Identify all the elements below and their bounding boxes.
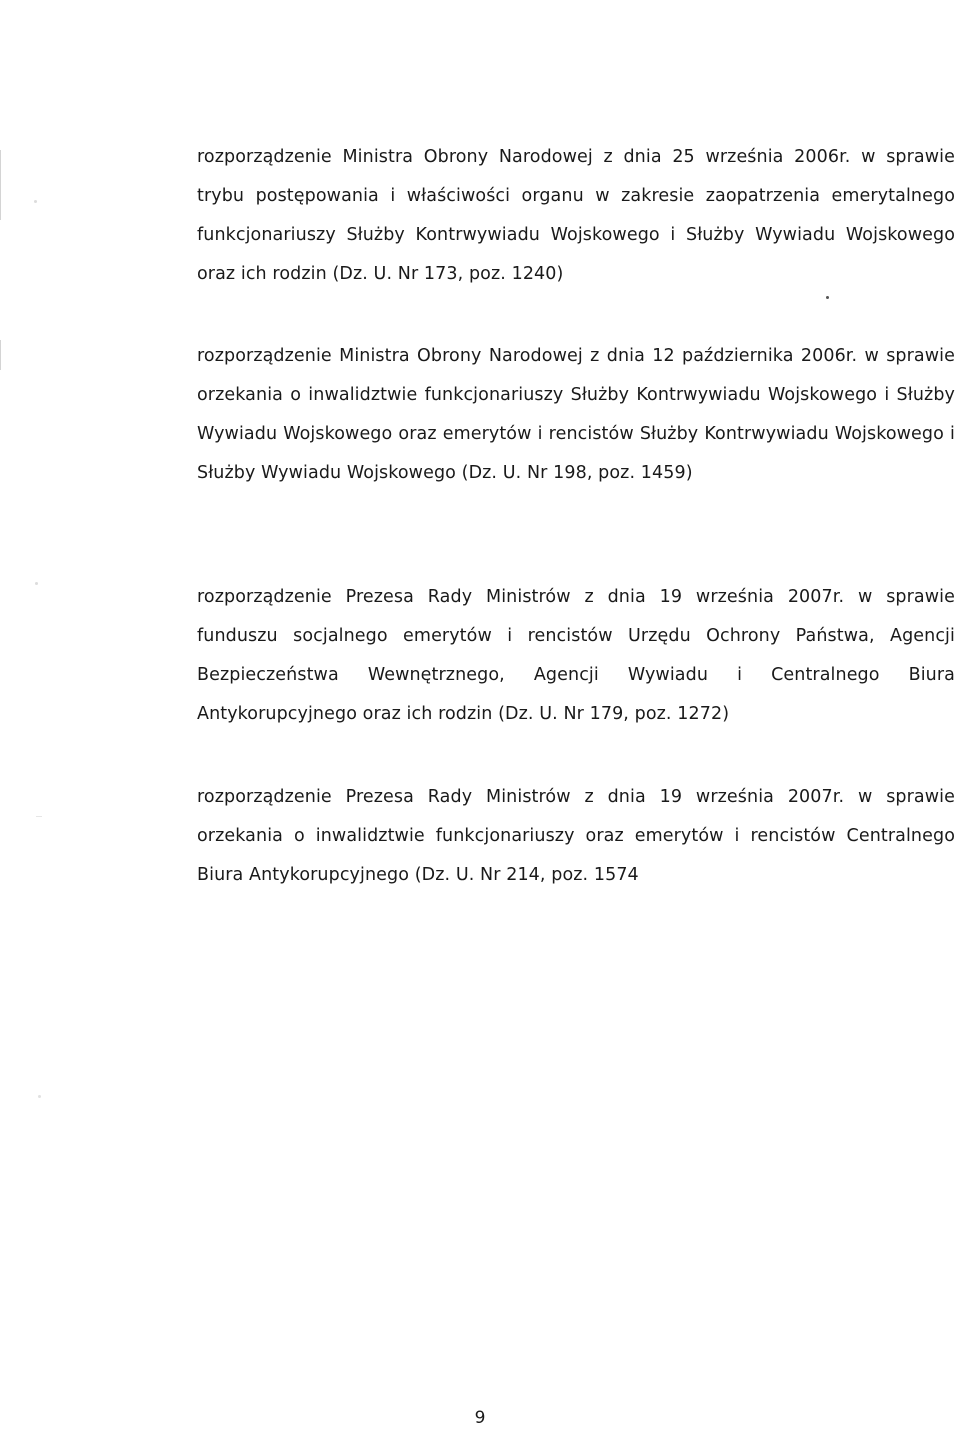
scan-edge-mark [0,150,1,220]
scan-speck [38,1095,41,1098]
scan-speck [826,296,829,299]
regulation-paragraph-3: rozporządzenie Prezesa Rady Ministrów z dnia 19 września 2007r. w sprawie funduszu socjalnego emerytów i rencistów Urzędu Ochrony Państwa, Agencji Bezpieczeństwa Wewnętrznego, Agencji Wywiadu i Centralnego Biura Antykorupcyjnego oraz ich rodzin (Dz. U. Nr 179, poz. 1272) [197,587,955,724]
scan-speck [35,582,38,585]
page-number: 9 [474,1408,486,1428]
scan-edge-mark [0,340,1,370]
scan-speck [36,816,42,817]
scan-speck [34,200,37,203]
regulation-paragraph-1: rozporządzenie Ministra Obrony Narodowej z dnia 25 września 2006r. w sprawie trybu postępowania i właściwości organu w zakresie zaopatrzenia emerytalnego funkcjonariuszy Służby Kontrwywiadu Wojskowego i Służby Wywiadu Wojskowego oraz ich rodzin (Dz. U. Nr 173, poz. 1240) [197,147,955,284]
regulation-paragraph-2: rozporządzenie Ministra Obrony Narodowej z dnia 12 października 2006r. w sprawie orzekania o inwalidztwie funkcjonariuszy Służby Kontrwywiadu Wojskowego i Służby Wywiadu Wojskowego oraz emerytów i rencistów Służby Kontrwywiadu Wojskowego i Służby Wywiadu Wojskowego (Dz. U. Nr 198, poz. 1459) [197,346,955,483]
regulation-paragraph-4: rozporządzenie Prezesa Rady Ministrów z dnia 19 września 2007r. w sprawie orzekania o inwalidztwie funkcjonariuszy oraz emerytów i rencistów Centralnego Biura Antykorupcyjnego (Dz. U. Nr 214, poz. 1574 [197,787,955,885]
